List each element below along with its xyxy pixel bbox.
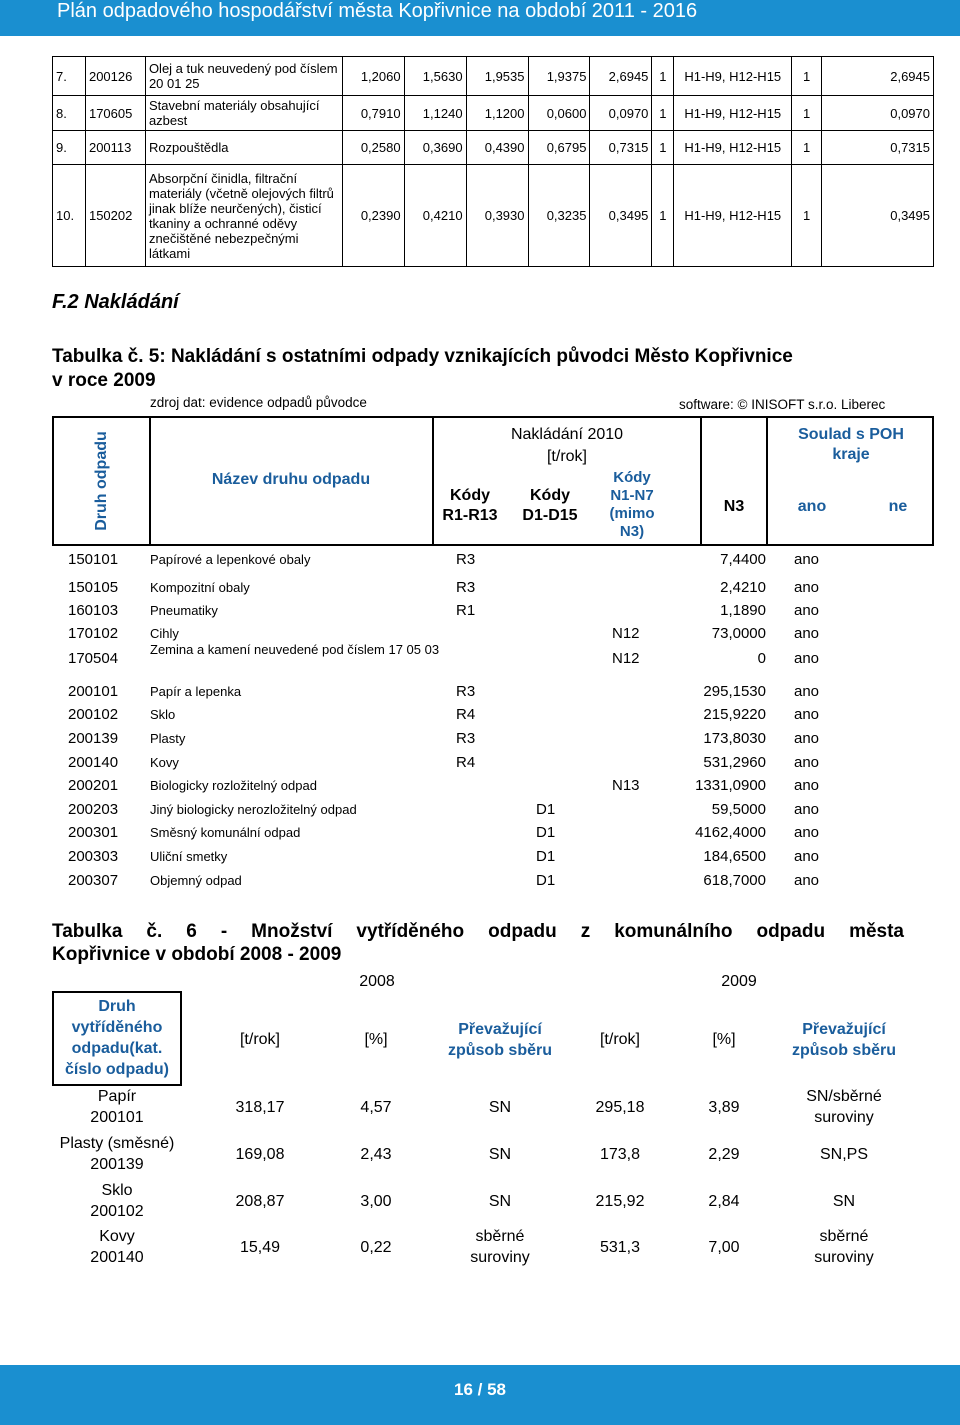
- header-codes-n-line3: (mimo: [609, 505, 655, 522]
- table-row: [52, 798, 934, 821]
- table-row: [53, 57, 934, 96]
- compliance-value: ano: [794, 706, 820, 723]
- quantity-value: 295,1530: [703, 683, 766, 700]
- quantity-2009: 173,8: [599, 1146, 641, 1163]
- compliance-value: ano: [794, 579, 820, 596]
- category-cell: 1: [792, 165, 822, 267]
- quantity-value: 59,5000: [711, 801, 766, 818]
- category-cell: 1: [792, 57, 822, 96]
- table-row: [52, 1180, 922, 1226]
- disposal-code: D1: [536, 824, 556, 841]
- waste-code: 170102: [68, 625, 119, 642]
- waste-name: Sklo: [150, 707, 176, 722]
- value-cell: 0,4210: [404, 165, 466, 267]
- software-credit: software: © INISOFT s.r.o. Liberec: [679, 397, 886, 412]
- value-cell: 0,0600: [528, 96, 590, 131]
- value-cell: 0,3930: [466, 165, 528, 267]
- quantity-value: 618,7000: [703, 872, 766, 889]
- percent-2009: 7,00: [708, 1239, 740, 1256]
- waste-code: 150202: [85, 165, 145, 267]
- waste-name: Uliční smetky: [150, 849, 228, 864]
- document-title: Plán odpadového hospodářství města Kopřivnice na období 2011 - 2016: [57, 0, 698, 22]
- recovery-code: R3: [456, 730, 476, 747]
- waste-code: 200140: [90, 1249, 144, 1266]
- header-t-per-year-2008: [t/rok]: [239, 1031, 280, 1048]
- header-codes-d: [514, 486, 586, 526]
- header-percent-2008: [%]: [364, 1031, 388, 1048]
- value-cell: 1,9535: [466, 57, 528, 96]
- waste-name: Olej a tuk neuvedený pod číslem 20 01 25: [145, 57, 342, 96]
- waste-code: 200139: [68, 730, 119, 747]
- method-2008: SN: [488, 1146, 512, 1163]
- percent-2009: 2,29: [708, 1146, 740, 1163]
- waste-code: 200139: [90, 1156, 144, 1173]
- value-cell: 0,7910: [342, 96, 404, 131]
- header-codes-d-line1: Kódy: [530, 487, 570, 504]
- waste-code: 160103: [68, 602, 119, 619]
- other-code: N13: [612, 777, 640, 794]
- header-line: Převažující: [802, 1021, 886, 1038]
- header-waste-name: Název druhu odpadu: [211, 471, 371, 488]
- header-t-per-year-2009: [t/rok]: [599, 1031, 640, 1048]
- value-cell: 1,1240: [404, 96, 466, 131]
- waste-code: 170605: [85, 96, 145, 131]
- value-cell: 0,2580: [342, 131, 404, 165]
- table-row: [52, 869, 934, 892]
- table-row: [53, 131, 934, 165]
- table-row: [52, 774, 934, 797]
- table-row: [52, 703, 934, 726]
- header-codes-n-line1: Kódy: [613, 469, 651, 486]
- category-cell: 1: [652, 96, 674, 131]
- row-index: 8.: [53, 96, 86, 131]
- value-cell: 1,2060: [342, 57, 404, 96]
- value-cell: 0,3690: [404, 131, 466, 165]
- waste-name: Kovy: [99, 1228, 135, 1245]
- value-cell: 0,6795: [528, 131, 590, 165]
- quantity-2008: 318,17: [235, 1099, 285, 1116]
- result-value: 2,6945: [822, 57, 934, 96]
- page-number: 16 / 58: [454, 1380, 506, 1399]
- hazard-properties: H1-H9, H12-H15: [674, 96, 792, 131]
- header-codes-n-line2: N1-N7: [610, 487, 654, 504]
- quantity-2008: 208,87: [235, 1193, 285, 1210]
- table-row: [52, 751, 934, 774]
- quantity-2008: 15,49: [239, 1239, 281, 1256]
- quantity-value: 215,9220: [703, 706, 766, 723]
- quantity-2009: 215,92: [595, 1193, 645, 1210]
- waste-name: Kovy: [150, 755, 179, 770]
- percent-2008: 4,57: [360, 1099, 392, 1116]
- hazardous-waste-table: [52, 56, 934, 267]
- header-codes-d-line2: D1-D15: [522, 507, 578, 524]
- quantity-value: 73,0000: [711, 625, 766, 642]
- section-heading: F.2 Nakládání: [52, 291, 179, 313]
- header-year-2009: 2009: [721, 973, 757, 990]
- header-unit: [t/rok]: [546, 448, 587, 465]
- header-line: vytříděného: [71, 1019, 163, 1036]
- waste-code: 200140: [68, 754, 119, 771]
- value-cell: 1,5630: [404, 57, 466, 96]
- table6-title-line2: Kopřivnice v období 2008 - 2009: [52, 944, 342, 965]
- divider: [700, 418, 702, 544]
- quantity-value: 7,4400: [720, 551, 766, 568]
- waste-name: Biologicky rozložitelný odpad: [150, 778, 317, 793]
- table-row: [52, 642, 934, 670]
- table6-header-waste-type: [52, 996, 182, 1080]
- percent-2009: 3,89: [708, 1099, 740, 1116]
- hazard-properties: H1-H9, H12-H15: [674, 57, 792, 96]
- data-source: zdroj dat: evidence odpadů původce: [150, 395, 367, 410]
- other-code: N12: [612, 650, 640, 667]
- percent-2009: 2,84: [708, 1193, 740, 1210]
- quantity-value: 173,8030: [703, 730, 766, 747]
- row-index: 10.: [53, 165, 86, 267]
- method-2008: sběrné suroviny: [470, 1228, 530, 1266]
- header-line: číslo odpadu): [65, 1061, 169, 1078]
- table-row: [52, 821, 934, 844]
- compliance-value: ano: [794, 602, 820, 619]
- waste-name: Rozpouštědla: [145, 131, 342, 165]
- row-index: 9.: [53, 131, 86, 165]
- hazard-properties: H1-H9, H12-H15: [674, 131, 792, 165]
- waste-code: 200101: [68, 683, 119, 700]
- method-2008: SN: [488, 1193, 512, 1210]
- quantity-value: 4162,4000: [695, 824, 766, 841]
- disposal-code: D1: [536, 801, 556, 818]
- waste-name: Absorpční činidla, filtrační materiály (včetně olejových filtrů jinak blíže neurčených), čisticí tkaniny a ochranné oděvy znečištěné nebezpečnými látkami: [145, 165, 342, 267]
- hazard-properties: H1-H9, H12-H15: [674, 165, 792, 267]
- header-percent-2009: [%]: [712, 1031, 736, 1048]
- value-cell: 0,2390: [342, 165, 404, 267]
- percent-2008: 2,43: [360, 1146, 392, 1163]
- header-line: Převažující: [458, 1021, 542, 1038]
- table-row: [52, 727, 934, 750]
- waste-code: 200113: [85, 131, 145, 165]
- header-poh-region: kraje: [832, 446, 870, 463]
- waste-name: Směsný komunální odpad: [150, 825, 301, 840]
- waste-name: Stavební materiály obsahující azbest: [145, 96, 342, 131]
- row-index: 7.: [53, 57, 86, 96]
- header-treatment-2010: Nakládání 2010: [510, 426, 624, 443]
- recovery-code: R3: [456, 551, 476, 568]
- table-row: [53, 165, 934, 267]
- waste-name: Cihly: [150, 626, 179, 641]
- waste-code: 200102: [90, 1203, 144, 1220]
- table-row: [52, 1086, 922, 1132]
- recovery-code: R4: [456, 706, 476, 723]
- recovery-code: R3: [456, 579, 476, 596]
- compliance-value: ano: [794, 650, 820, 667]
- table5-title-line1: Tabulka č. 5: Nakládání s ostatními odpady vznikajících původci Město Kopřivnice: [52, 346, 793, 367]
- table-row: [52, 845, 934, 868]
- waste-code: 150105: [68, 579, 119, 596]
- quantity-2009: 531,3: [599, 1239, 641, 1256]
- page-header-bar: [0, 0, 960, 36]
- table-row: [52, 1226, 922, 1272]
- header-line: způsob sběru: [447, 1042, 552, 1059]
- waste-name: Papír: [97, 1088, 137, 1105]
- waste-name: Pneumatiky: [150, 603, 218, 618]
- table5-header: [52, 416, 934, 546]
- waste-name: Zemina a kamení neuvedené pod číslem 17 05 03: [150, 642, 440, 657]
- percent-2008: 0,22: [360, 1239, 392, 1256]
- waste-code: 200201: [68, 777, 119, 794]
- compliance-value: ano: [794, 848, 820, 865]
- table-row: [52, 1133, 922, 1179]
- recovery-code: R1: [456, 602, 476, 619]
- waste-name: Sklo: [101, 1182, 133, 1199]
- waste-code: 200126: [85, 57, 145, 96]
- header-codes-r-line2: R1-R13: [442, 507, 498, 524]
- disposal-code: D1: [536, 848, 556, 865]
- header-line: odpadu(kat.: [71, 1040, 163, 1057]
- result-value: 0,7315: [822, 131, 934, 165]
- category-cell: 1: [792, 96, 822, 131]
- header-method-2009: [770, 1019, 918, 1061]
- header-poh-compliance: Soulad s POH: [798, 426, 904, 443]
- waste-name: Kompozitní obaly: [150, 580, 250, 595]
- table6-title-line1: Tabulka č. 6 - Množství vytříděného odpadu z komunálního odpadu města: [52, 921, 904, 942]
- quantity-value: 2,4210: [720, 579, 766, 596]
- header-n3: N3: [723, 498, 745, 515]
- recovery-code: R3: [456, 683, 476, 700]
- method-2009: SN/sběrné suroviny: [806, 1088, 882, 1126]
- method-2009: SN: [832, 1193, 856, 1210]
- header-codes-r-line1: Kódy: [450, 487, 490, 504]
- waste-code: 200303: [68, 848, 119, 865]
- waste-code: 200203: [68, 801, 119, 818]
- compliance-value: ano: [794, 683, 820, 700]
- method-2009: SN,PS: [819, 1146, 868, 1163]
- header-waste-type: [54, 418, 149, 544]
- compliance-value: ano: [794, 824, 820, 841]
- waste-code: 200307: [68, 872, 119, 889]
- value-cell: 0,7315: [590, 131, 652, 165]
- percent-2008: 3,00: [360, 1193, 392, 1210]
- waste-code: 200102: [68, 706, 119, 723]
- waste-code: 200301: [68, 824, 119, 841]
- category-cell: 1: [792, 131, 822, 165]
- header-line: Druh: [98, 998, 136, 1015]
- header-codes-r: [434, 486, 506, 526]
- compliance-value: ano: [794, 754, 820, 771]
- table5-title-line2: v roce 2009: [52, 370, 156, 391]
- waste-name: Objemný odpad: [150, 873, 242, 888]
- compliance-value: ano: [794, 872, 820, 889]
- value-cell: 1,9375: [528, 57, 590, 96]
- header-line: způsob sběru: [791, 1042, 896, 1059]
- waste-code: 170504: [68, 650, 119, 667]
- category-cell: 1: [652, 57, 674, 96]
- waste-name: Plasty (směsné): [59, 1135, 175, 1152]
- quantity-value: 0: [757, 650, 766, 667]
- quantity-2009: 295,18: [595, 1099, 645, 1116]
- other-code: N12: [612, 625, 640, 642]
- waste-name: Jiný biologicky nerozložitelný odpad: [150, 802, 357, 817]
- waste-name: Papírové a lepenkové obaly: [150, 552, 311, 567]
- header-yes: ano: [797, 498, 827, 515]
- quantity-value: 1,1890: [720, 602, 766, 619]
- header-year-2008: 2008: [359, 973, 395, 990]
- header-no: ne: [888, 498, 908, 515]
- value-cell: 0,3235: [528, 165, 590, 267]
- method-2009: sběrné suroviny: [814, 1228, 874, 1266]
- quantity-2008: 169,08: [235, 1146, 285, 1163]
- header-waste-type-label: Druh odpadu: [93, 431, 110, 531]
- table-row: [52, 680, 934, 703]
- recovery-code: R4: [456, 754, 476, 771]
- waste-code: 200101: [90, 1109, 144, 1126]
- table-row: [52, 548, 934, 571]
- page-footer-bar: [0, 1365, 960, 1425]
- compliance-value: ano: [794, 801, 820, 818]
- header-method-2008: [430, 1019, 570, 1061]
- category-cell: 1: [652, 165, 674, 267]
- compliance-value: ano: [794, 777, 820, 794]
- value-cell: 1,1200: [466, 96, 528, 131]
- disposal-code: D1: [536, 872, 556, 889]
- table-row: [52, 576, 934, 599]
- quantity-value: 1331,0900: [695, 777, 766, 794]
- value-cell: 0,0970: [590, 96, 652, 131]
- category-cell: 1: [652, 131, 674, 165]
- table-row: [52, 599, 934, 622]
- header-codes-n-line4: N3): [619, 523, 645, 540]
- quantity-value: 184,6500: [703, 848, 766, 865]
- waste-name: Plasty: [150, 731, 186, 746]
- method-2008: SN: [488, 1099, 512, 1116]
- waste-name: Papír a lepenka: [150, 684, 242, 699]
- quantity-value: 531,2960: [703, 754, 766, 771]
- value-cell: 0,4390: [466, 131, 528, 165]
- result-value: 0,3495: [822, 165, 934, 267]
- waste-code: 150101: [68, 551, 119, 568]
- value-cell: 2,6945: [590, 57, 652, 96]
- compliance-value: ano: [794, 730, 820, 747]
- table-row: [53, 96, 934, 131]
- result-value: 0,0970: [822, 96, 934, 131]
- value-cell: 0,3495: [590, 165, 652, 267]
- compliance-value: ano: [794, 625, 820, 642]
- header-codes-n: [594, 469, 670, 541]
- compliance-value: ano: [794, 551, 820, 568]
